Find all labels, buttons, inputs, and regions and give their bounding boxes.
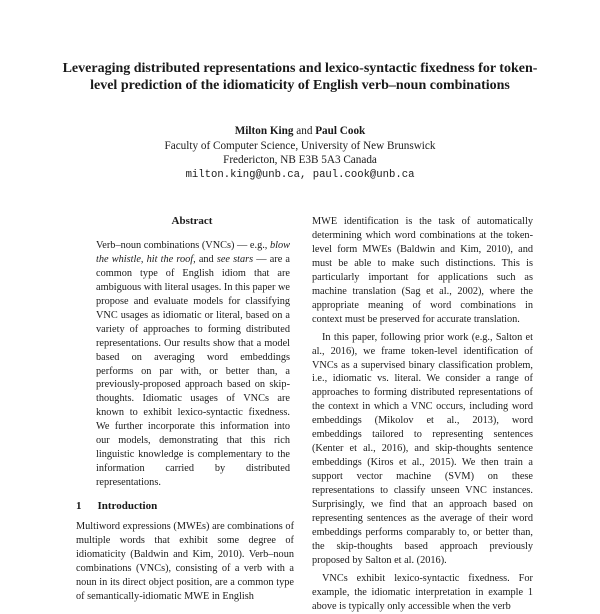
address: Fredericton, NB E3B 5A3 Canada: [223, 154, 377, 166]
paper-title: Leveraging distributed representations and lexico-syntactic fixedness for token-level prediction of the idiomaticity of English verb–noun combinations: [62, 61, 538, 93]
right-paragraph-2: In this paper, following prior work (e.g., Salton et al., 2016), we frame token-level identification of VNCs as a supervised binary classification problem, i.e., idiomatic vs. literal. We consider a range of approaches to forming distributed representations of the context in which a VNC occurs, including word embeddings (Mikolov et al., 2013), word embeddings tailored to representing sentences (Kenter et al., 2016), and skip-thoughts sentence embeddings (Kiros et al., 2015). We then train a support vector machine (SVM) on these representations to classify unseen VNC instances. Surprisingly, we find that an approach based on representing sentences as the average of their word embeddings performs comparably to, or better than, the skip-thoughts based approach previously proposed by Salton et al. (2016).: [312, 331, 533, 566]
section-title: Introduction: [97, 500, 158, 513]
abstract-example-3: see stars: [216, 253, 254, 265]
author-emails: milton.king@unb.ca, paul.cook@unb.ca: [185, 168, 415, 181]
right-paragraph-3: VNCs exhibit lexico-syntactic fixedness. For example, the idiomatic interpretation in example 1 above is typically only accessible when the verb: [312, 572, 533, 612]
left-column: [76, 215, 294, 604]
abstract-part-2: and: [198, 253, 214, 265]
abstract-part-1: Verb–noun combinations (VNCs) — e.g.,: [96, 239, 268, 251]
abstract-text: [96, 239, 290, 490]
section-heading-introduction: [76, 500, 294, 514]
right-column: [312, 215, 533, 614]
right-paragraph-1: MWE identification is the task of automatically determining which word combinations at the token-level form MWEs (Baldwin and Kim, 2010), and must be able to make such distinctions. This is particularly important for applications such as machine translation (Sag et al., 2002), where the appropriate meaning of word combinations in context must be preserved for accurate translation.: [312, 216, 533, 325]
abstract-examples: blow the whistle, hit the roof,: [96, 239, 290, 265]
abstract-heading: Abstract: [171, 215, 213, 227]
author-1: Milton King: [234, 125, 294, 137]
author-conjunction: and: [296, 125, 313, 137]
author-block: [60, 124, 540, 182]
affiliation: Faculty of Computer Science, University of New Brunswick: [164, 139, 436, 152]
introduction-text: [76, 520, 294, 604]
introduction-paragraph: Multiword expressions (MWEs) are combinations of multiple words that exhibit some degree of idiomaticity (Baldwin and Kim, 2010). Verb–noun combinations (VNCs), consisting of a verb with a noun in its direct object position, are a common type of semantically-idiomatic MWE in English: [76, 521, 294, 602]
abstract-part-3: — are a common type of English idiom that are ambiguous with literal usages. In this paper we propose and evaluate models for classifying VNC usages as idiomatic or literal, based on a variety of approaches to forming distributed representations. Our results show that a model based on averaging word embeddings performs on par with, or better than, a previously-proposed approach based on skip-thoughts. Idiomatic usages of VNCs are known to exhibit lexico-syntactic fixedness. We further incorporate this information into our models, demonstrating that this rich linguistic knowledge is complementary to the information carried by distributed representations.: [96, 253, 290, 489]
author-2: Paul Cook: [315, 125, 366, 137]
author-names: [60, 124, 540, 139]
section-number: 1: [76, 500, 82, 513]
